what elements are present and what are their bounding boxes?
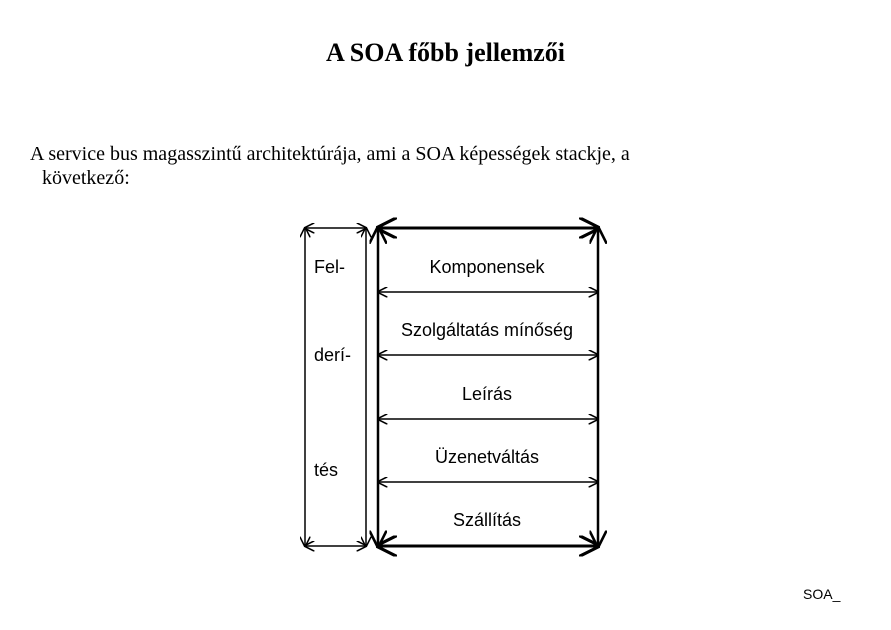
layer-quality-of-service: Szolgáltatás mínőség <box>400 320 574 340</box>
layer-components: Komponensek <box>429 257 545 277</box>
discovery-box <box>305 228 366 546</box>
footer-label: SOA_ <box>803 586 841 602</box>
layer-description: Leírás <box>461 384 513 404</box>
intro-line-1: A service bus magasszintű architektúrája, ami a SOA képességek stackje, a <box>30 143 630 165</box>
page-title: A SOA főbb jellemzői <box>325 38 566 67</box>
layer-transport: Szállítás <box>452 510 522 530</box>
discovery-label-part-2: derí- <box>314 345 352 365</box>
intro-line-2: következő: <box>42 167 130 189</box>
discovery-label-part-3: tés <box>314 460 339 480</box>
stack-box <box>378 228 598 546</box>
discovery-label-part-1: Fel- <box>314 257 345 277</box>
layer-messaging: Üzenetváltás <box>434 447 540 467</box>
